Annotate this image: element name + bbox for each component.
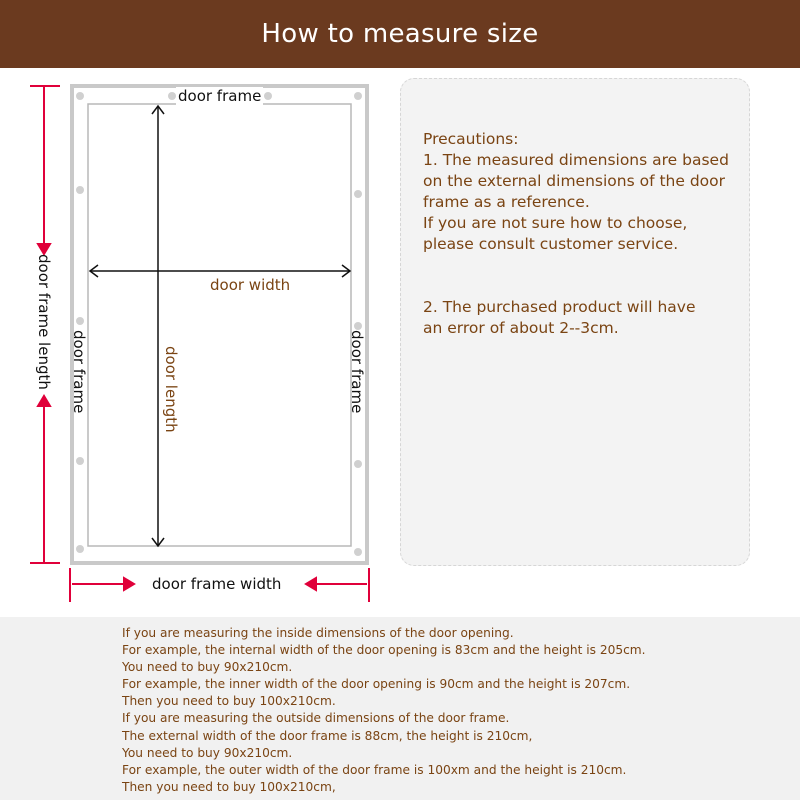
- instruction-line: Then you need to buy 100x210cm,: [122, 779, 336, 794]
- instruction-line: For example, the internal width of the door opening is 83cm and the height is 205cm.: [122, 643, 646, 658]
- instruction-line: For example, the inner width of the door opening is 90cm and the height is 207cm.: [122, 677, 631, 692]
- precaution-line: 1. The measured dimensions are based: [423, 151, 729, 169]
- precautions-note-2: [423, 297, 695, 339]
- precaution-line: frame as a reference.: [423, 193, 590, 211]
- instructions-text: [122, 625, 646, 796]
- precaution-line: on the external dimensions of the door: [423, 172, 726, 190]
- right-frame-label: door frame: [348, 330, 366, 414]
- instruction-line: The external width of the door frame is 88cm, the height is 210cm,: [122, 728, 533, 743]
- frame-length-label: door frame length: [35, 254, 53, 390]
- frame-width-label: door frame width: [152, 575, 282, 593]
- precaution-line: If you are not sure how to choose,: [423, 214, 688, 232]
- instructions-panel: [0, 617, 800, 800]
- instruction-line: If you are measuring the inside dimensions of the door opening.: [122, 626, 514, 640]
- door-frame-drawing: [0, 68, 400, 608]
- precaution-line: 2. The purchased product will have: [423, 298, 696, 316]
- door-diagram: [0, 68, 400, 608]
- length-label: door length: [162, 346, 180, 433]
- header-banner: [0, 0, 800, 68]
- instruction-line: Then you need to buy 100x210cm.: [122, 694, 336, 709]
- precaution-line: please consult customer service.: [423, 235, 679, 253]
- instruction-line: If you are measuring the outside dimensions of the door frame.: [122, 711, 510, 726]
- width-label: door width: [210, 276, 291, 294]
- instruction-line: You need to buy 90x210cm.: [122, 745, 293, 760]
- precautions-text: [423, 129, 729, 255]
- instruction-line: For example, the outer width of the door frame is 100xm and the height is 210cm.: [122, 762, 627, 777]
- top-frame-label: door frame: [178, 87, 262, 105]
- precaution-line: Precautions:: [423, 130, 519, 148]
- instruction-line: You need to buy 90x210cm.: [122, 660, 293, 675]
- left-frame-label: door frame: [70, 330, 88, 414]
- precaution-line: an error of about 2--3cm.: [423, 319, 619, 337]
- inner-frame-rect: [88, 104, 351, 546]
- precautions-box: [400, 78, 750, 566]
- page-title: How to measure size: [261, 19, 539, 49]
